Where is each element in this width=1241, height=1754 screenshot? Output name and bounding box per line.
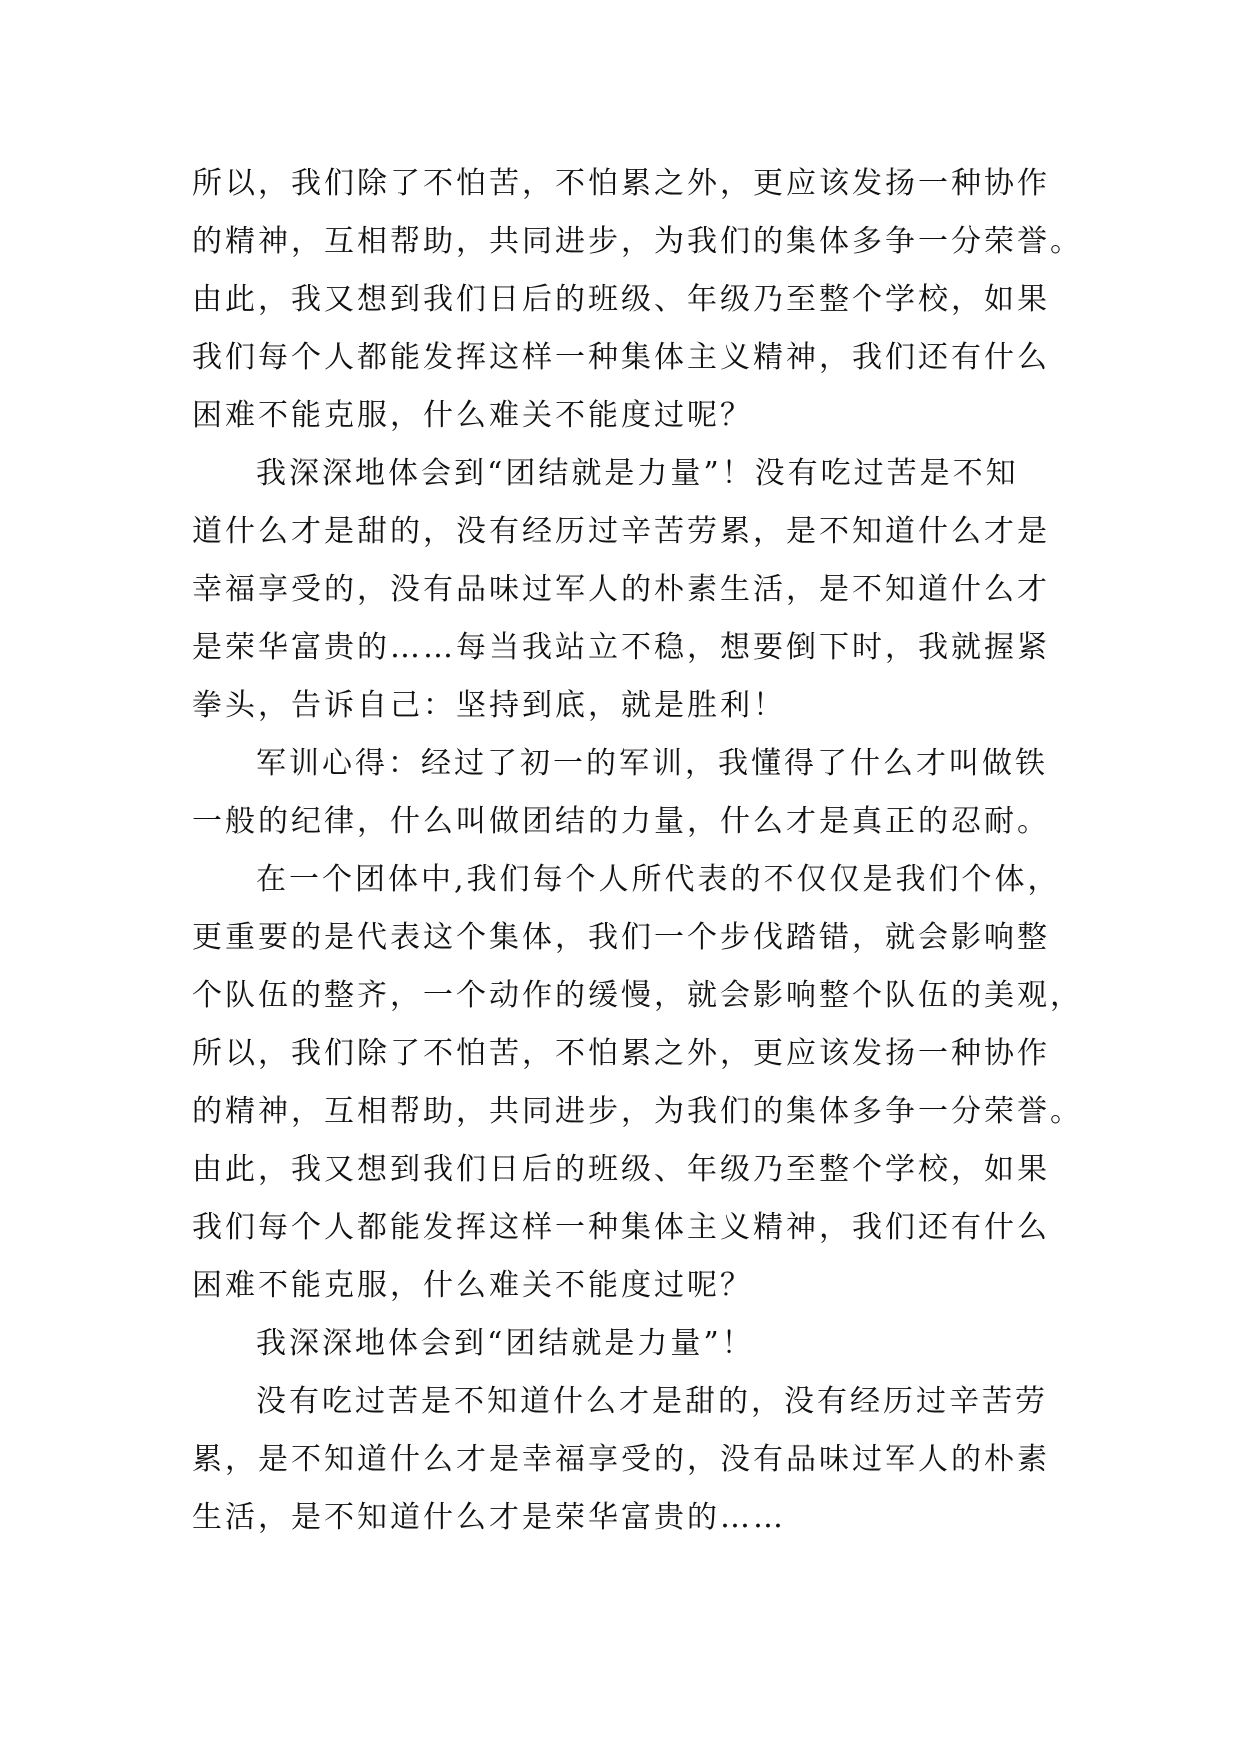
text-line: 由此，我又想到我们日后的班级、年级乃至整个学校，如果 (192, 1152, 1050, 1187)
text-line: 一般的纪律，什么叫做团结的力量，什么才是真正的忍耐。 (192, 804, 1050, 839)
paragraph-first-line: 在一个团体中,我们每个人所代表的不仅仅是我们个体， (256, 862, 1061, 897)
text-line: 困难不能克服，什么难关不能度过呢？ (192, 398, 753, 433)
text-line: 困难不能克服，什么难关不能度过呢？ (192, 1268, 753, 1303)
paragraph-first-line: 没有吃过苦是不知道什么才是甜的，没有经历过辛苦劳 (256, 1384, 1048, 1419)
text-line: 的精神，互相帮助，共同进步，为我们的集体多争一分荣誉。 (192, 1094, 1083, 1129)
text-line: 由此，我又想到我们日后的班级、年级乃至整个学校，如果 (192, 282, 1050, 317)
text-line: 所以，我们除了不怕苦，不怕累之外，更应该发扬一种协作 (192, 166, 1050, 201)
paragraph-first-line: 我深深地体会到“团结就是力量”！ (256, 1326, 755, 1361)
text-line: 更重要的是代表这个集体，我们一个步伐踏错，就会影响整 (192, 920, 1050, 955)
text-line: 个队伍的整齐，一个动作的缓慢，就会影响整个队伍的美观， (192, 978, 1083, 1013)
paragraph-first-line: 我深深地体会到“团结就是力量”！没有吃过苦是不知 (256, 456, 1019, 491)
text-line: 是荣华富贵的……每当我站立不稳，想要倒下时，我就握紧 (192, 630, 1050, 665)
paragraph-first-line: 军训心得：经过了初一的军训，我懂得了什么才叫做铁 (256, 746, 1048, 781)
body-text (192, 155, 1083, 1547)
text-line: 幸福享受的，没有品味过军人的朴素生活，是不知道什么才 (192, 572, 1050, 607)
text-line: 道什么才是甜的，没有经历过辛苦劳累，是不知道什么才是 (192, 514, 1050, 549)
text-line: 我们每个人都能发挥这样一种集体主义精神，我们还有什么 (192, 340, 1050, 375)
text-line: 的精神，互相帮助，共同进步，为我们的集体多争一分荣誉。 (192, 224, 1083, 259)
text-line: 所以，我们除了不怕苦，不怕累之外，更应该发扬一种协作 (192, 1036, 1050, 1071)
text-line: 拳头，告诉自己：坚持到底，就是胜利！ (192, 688, 786, 723)
text-line: 我们每个人都能发挥这样一种集体主义精神，我们还有什么 (192, 1210, 1050, 1245)
text-line: 累，是不知道什么才是幸福享受的，没有品味过军人的朴素 (192, 1442, 1050, 1477)
text-line: 生活，是不知道什么才是荣华富贵的…… (192, 1500, 786, 1535)
